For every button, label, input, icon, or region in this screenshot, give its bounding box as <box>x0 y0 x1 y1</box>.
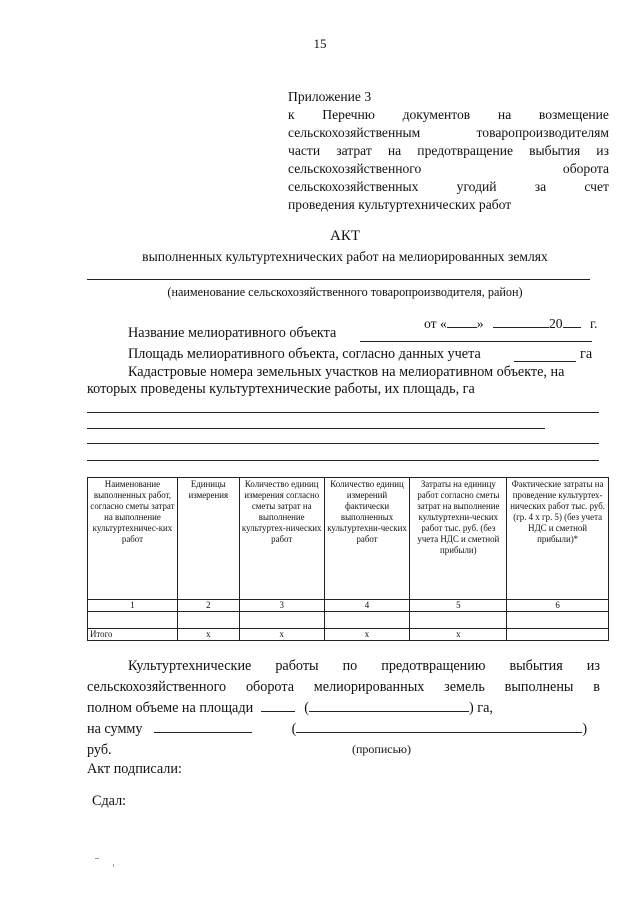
table-row <box>88 612 609 629</box>
sum-value-blank <box>154 720 252 733</box>
conclusion-line: Культуртехнические работы по предотвращению выбытия из <box>128 658 600 674</box>
page-number: 15 <box>313 36 327 51</box>
cadastral-blank-line <box>87 412 599 413</box>
table-cell: х <box>239 629 324 641</box>
conclusion-line: сельскохозяйственного оборота мелиорированных земель выполнены в <box>87 679 600 695</box>
total-label: Итого <box>88 629 178 641</box>
act-subtitle: выполненных культуртехнических работ на мелиорированных землях <box>142 249 548 264</box>
scan-mark <box>113 864 114 867</box>
cadastral-blank-line <box>87 460 599 461</box>
table-header-cell: Единицы измерения <box>177 478 239 600</box>
area-in-words-blank <box>309 699 469 712</box>
date-day-blank <box>447 315 477 328</box>
table-cell <box>239 612 324 629</box>
table-cell <box>507 629 609 641</box>
currency-label: руб. <box>87 742 112 758</box>
table-header-cell: Количество единиц измерений фактически выполненных культуртехни-ческих работ <box>324 478 410 600</box>
producer-caption: (наименование сельскохозяйственного товаропроизводителя, район) <box>167 285 523 299</box>
column-number: 5 <box>410 600 507 612</box>
column-number: 1 <box>88 600 178 612</box>
works-table <box>87 477 609 641</box>
appendix-line: сельскохозяйственного оборота <box>288 161 609 176</box>
column-number: 6 <box>507 600 609 612</box>
act-title: АКТ <box>330 228 360 244</box>
column-number: 4 <box>324 600 410 612</box>
scan-mark <box>95 858 99 859</box>
cadastral-blank-line <box>87 443 599 444</box>
table-header-cell: Фактические затраты на проведение культуртех-нических работ тыс. руб. (гр. 4 х гр. 5) (без учета НДС и сметной прибыли)* <box>507 478 609 600</box>
table-header-row <box>88 478 609 600</box>
handed-over-label: Сдал: <box>92 793 127 809</box>
object-name-blank <box>360 341 592 342</box>
table-header-cell: Количество единиц измерения согласно сметы затрат на выполнение культуртех-нических работ <box>239 478 324 600</box>
object-name-label: Название мелиоративного объекта <box>128 325 337 341</box>
appendix-line: к Перечню документов на возмещение <box>288 107 609 122</box>
area-unit: га <box>580 346 593 362</box>
area-blank <box>514 361 576 362</box>
area-label: Площадь мелиоративного объекта, согласно данных учета <box>128 346 481 362</box>
table-header-cell: Наименование выполненных работ, согласно сметы затрат на выполнение культуртехничес-ких работ <box>88 478 178 600</box>
table-total-row <box>88 629 609 641</box>
appendix-last-line: проведения культуртехнических работ <box>288 197 512 212</box>
cadastral-blank-line <box>87 428 545 429</box>
in-words-caption: (прописью) <box>352 742 412 756</box>
signed-label: Акт подписали: <box>87 761 182 777</box>
conclusion-paragraph <box>87 656 600 761</box>
conclusion-sum-line: на сумму ( ) <box>87 721 588 737</box>
column-number: 2 <box>177 600 239 612</box>
table-cell <box>410 612 507 629</box>
table-cell: х <box>177 629 239 641</box>
appendix-line: части затрат на предотвращение выбытия из <box>288 143 609 158</box>
date-month-blank <box>493 315 549 328</box>
appendix-title: Приложение 3 <box>288 89 372 104</box>
appendix-line: сельскохозяйственных угодий за счет <box>288 179 609 194</box>
table-cell <box>324 612 410 629</box>
cadastral-label-2: которых проведены культуртехнические работы, их площадь, га <box>87 381 475 397</box>
table-header-cell: Затраты на единицу работ согласно сметы затрат на выполнение культуртехни-ческих работ тыс. руб. (без учета НДС и сметной прибыли) <box>410 478 507 600</box>
conclusion-area-line: полном объеме на площади ( ) га, <box>87 700 493 716</box>
area-value-blank <box>261 699 295 712</box>
table-cell <box>177 612 239 629</box>
table-cell <box>88 612 178 629</box>
table-cell <box>507 612 609 629</box>
act-date: от « » 20 г. <box>424 316 598 331</box>
column-number: 3 <box>239 600 324 612</box>
sum-in-words-blank <box>296 720 582 733</box>
date-year-blank <box>563 315 581 328</box>
appendix-block <box>288 88 609 214</box>
table-column-numbers-row <box>88 600 609 612</box>
cadastral-label-1: Кадастровые номера земельных участков на мелиоративном объекте, на <box>128 364 565 380</box>
appendix-line: сельскохозяйственным товаропроизводителям <box>288 125 609 140</box>
table-cell: х <box>410 629 507 641</box>
producer-name-line <box>87 279 590 280</box>
table-cell: х <box>324 629 410 641</box>
